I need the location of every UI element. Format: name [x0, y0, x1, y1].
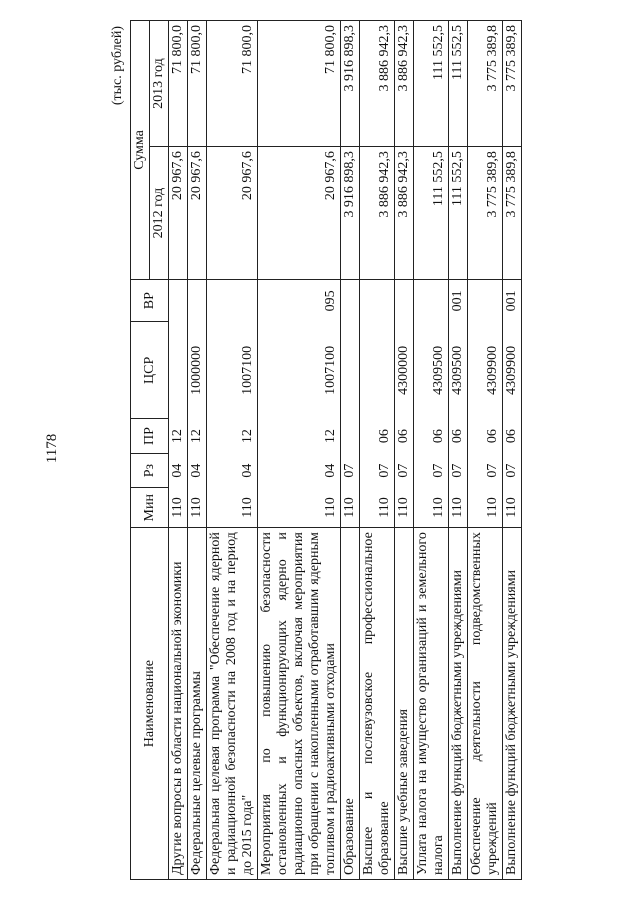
table-row [258, 21, 341, 880]
row-name: Обеспечение деятельности подведомственных учреждений [468, 528, 503, 880]
header-rz: Рз [131, 453, 169, 488]
budget-sheet [110, 20, 550, 880]
row-rz: 07 [503, 453, 522, 488]
row-rz: 07 [395, 453, 414, 488]
row-vr [395, 279, 414, 321]
budget-table [130, 20, 522, 880]
row-vr [341, 279, 360, 321]
row-csr [169, 322, 188, 419]
header-sum: Сумма [131, 21, 150, 280]
row-min: 110 [258, 488, 341, 528]
row-pr: 12 [258, 419, 341, 454]
row-pr: 12 [188, 419, 207, 454]
row-name: Федеральные целевые программы [188, 528, 207, 880]
row-2013: 71 800,0 [258, 21, 341, 147]
row-vr [414, 279, 449, 321]
row-min: 110 [188, 488, 207, 528]
row-2013: 111 552,5 [414, 21, 449, 147]
row-csr: 4309500 [449, 322, 468, 419]
row-pr: 06 [360, 419, 395, 454]
row-2012: 3 916 898,3 [341, 147, 360, 280]
row-csr: 4309900 [468, 322, 503, 419]
row-2013: 71 800,0 [188, 21, 207, 147]
row-vr [468, 279, 503, 321]
row-min: 110 [341, 488, 360, 528]
table-row [449, 21, 468, 880]
row-2012: 3 886 942,3 [395, 147, 414, 280]
row-2013: 3 775 389,8 [468, 21, 503, 147]
table-body [169, 21, 522, 880]
header-pr: ПР [131, 419, 169, 454]
row-pr: 06 [449, 419, 468, 454]
row-2012: 20 967,6 [207, 147, 258, 280]
header-min: Мин [131, 488, 169, 528]
row-min: 110 [414, 488, 449, 528]
row-rz: 04 [188, 453, 207, 488]
row-min: 110 [449, 488, 468, 528]
row-2012: 3 775 389,8 [503, 147, 522, 280]
row-min: 110 [468, 488, 503, 528]
row-2013: 71 800,0 [207, 21, 258, 147]
table-row [360, 21, 395, 880]
row-2012: 20 967,6 [188, 147, 207, 280]
row-pr: 06 [503, 419, 522, 454]
row-csr: 4309900 [503, 322, 522, 419]
row-rz: 04 [258, 453, 341, 488]
row-min: 110 [169, 488, 188, 528]
row-vr [207, 279, 258, 321]
row-csr: 1007100 [207, 322, 258, 419]
row-name: Высшие учебные заведения [395, 528, 414, 880]
row-pr [341, 419, 360, 454]
row-rz: 04 [207, 453, 258, 488]
row-2013: 71 800,0 [169, 21, 188, 147]
header-2013: 2013 год [150, 21, 169, 147]
row-min: 110 [503, 488, 522, 528]
table-row [169, 21, 188, 880]
row-2013: 3 886 942,3 [360, 21, 395, 147]
row-vr: 001 [503, 279, 522, 321]
table-row [207, 21, 258, 880]
row-rz: 07 [468, 453, 503, 488]
header-csr: ЦСР [131, 322, 169, 419]
row-vr [360, 279, 395, 321]
table-header-row [131, 21, 150, 880]
row-pr: 12 [169, 419, 188, 454]
row-name: Мероприятия по повышению безопасности остановленных и функционирующих ядерно и радиационно опасных объектов, включая мероприятия при обращении с накопленными отработавшим ядерным топливом и радиоактивными отходами [258, 528, 341, 880]
row-2012: 111 552,5 [449, 147, 468, 280]
row-pr: 06 [395, 419, 414, 454]
row-name: Выполнение функций бюджетными учреждениями [449, 528, 468, 880]
row-min: 110 [207, 488, 258, 528]
row-csr [360, 322, 395, 419]
row-min: 110 [360, 488, 395, 528]
row-pr: 06 [414, 419, 449, 454]
units-label: (тыс. рублей) [110, 26, 125, 106]
row-vr: 095 [258, 279, 341, 321]
page-number: 1178 [44, 433, 61, 464]
table-row [188, 21, 207, 880]
row-rz: 07 [360, 453, 395, 488]
table-row [468, 21, 503, 880]
row-name: Образование [341, 528, 360, 880]
table-row [414, 21, 449, 880]
row-rz: 07 [341, 453, 360, 488]
row-name: Федеральная целевая программа "Обеспечение ядерной и радиационной безопасности на 2008 год и на период до 2015 года" [207, 528, 258, 880]
table-row [503, 21, 522, 880]
row-name: Высшее и послевузовское профессиональное образование [360, 528, 395, 880]
row-2012: 111 552,5 [414, 147, 449, 280]
row-2013: 111 552,5 [449, 21, 468, 147]
row-2012: 3 886 942,3 [360, 147, 395, 280]
row-2012: 3 775 389,8 [468, 147, 503, 280]
row-vr [169, 279, 188, 321]
row-2012: 20 967,6 [258, 147, 341, 280]
row-2013: 3 916 898,3 [341, 21, 360, 147]
table-row [395, 21, 414, 880]
row-csr: 1000000 [188, 322, 207, 419]
row-2013: 3 775 389,8 [503, 21, 522, 147]
row-csr: 4309500 [414, 322, 449, 419]
row-rz: 07 [414, 453, 449, 488]
row-pr: 12 [207, 419, 258, 454]
row-2013: 3 886 942,3 [395, 21, 414, 147]
table-row [341, 21, 360, 880]
row-2012: 20 967,6 [169, 147, 188, 280]
header-name: Наименование [131, 528, 169, 880]
row-name: Выполнение функций бюджетными учреждениями [503, 528, 522, 880]
row-rz: 07 [449, 453, 468, 488]
row-vr: 001 [449, 279, 468, 321]
row-name: Другие вопросы в области национальной экономики [169, 528, 188, 880]
row-rz: 04 [169, 453, 188, 488]
row-pr: 06 [468, 419, 503, 454]
row-csr: 4300000 [395, 322, 414, 419]
row-vr [188, 279, 207, 321]
row-csr: 1007100 [258, 322, 341, 419]
row-csr [341, 322, 360, 419]
header-2012: 2012 год [150, 147, 169, 280]
row-min: 110 [395, 488, 414, 528]
header-vr: ВР [131, 279, 169, 321]
row-name: Уплата налога на имущество организаций и земельного налога [414, 528, 449, 880]
